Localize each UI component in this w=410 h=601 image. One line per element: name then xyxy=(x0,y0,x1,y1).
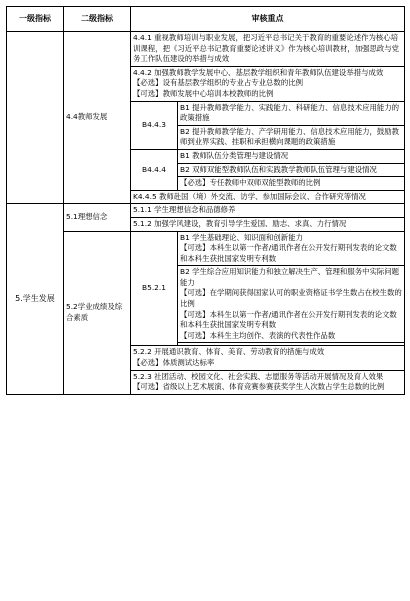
optional-indicator: 【可选】本科生以第一作者/通讯作者在公开发行期刊发表的论文数和本科生获批国家发明专利数 xyxy=(180,309,397,330)
table-row xyxy=(7,231,405,266)
criterion-text: 5.2.3 社团活动、校园文化、社会实践、志愿服务等活动开展情况及育人效果 xyxy=(133,371,384,381)
table-row xyxy=(7,32,405,67)
level1-student-development: 5.学生发展 xyxy=(7,204,64,395)
review-criteria-table xyxy=(6,6,405,395)
code-b4-4-4: B4.4.4 xyxy=(131,149,178,190)
criterion-4-4-1: 4.4.1 重视教师培训与职业发展，把习近平总书记关于教育的重要论述作为核心培训课程，把《习近平总书记教育重要论述讲义》作为核心培训教材，加强思政与党务工作队伍建设的举措与成效 xyxy=(131,32,405,67)
code-b4-4-3: B4.4.3 xyxy=(131,101,178,149)
header-review-focus: 审核重点 xyxy=(131,7,405,32)
criterion-4-4-2 xyxy=(131,66,405,101)
header-row xyxy=(7,7,405,32)
required-indicator: 【必选】体质测试达标率 xyxy=(133,358,215,368)
criterion-5-1-1: 5.1.1 学生理想信念和品德修养 xyxy=(131,204,405,218)
table-row xyxy=(7,204,405,218)
header-level2: 二级指标 xyxy=(64,7,131,32)
criterion-b4-4-3-b2: B2 提升教师教学能力、产学研用能力、信息技术应用能力，鼓励教师到业界实践、挂职和承担横向课题的政策措施 xyxy=(178,125,405,149)
criterion-b5-2-1-b2 xyxy=(178,266,405,343)
optional-indicator: 【可选】在学期间获得国家认可的职业资格证书学生数占在校生数的比例 xyxy=(180,288,402,309)
criterion-5-2-3 xyxy=(131,370,405,394)
optional-indicator: 【可选】本科生以第一作者/通讯作者在公开发行期刊发表的论文数和本科生获批国家发明专利数 xyxy=(180,243,397,263)
header-level1: 一级指标 xyxy=(7,7,64,32)
criterion-b4-4-3-b1: B1 提升教师教学能力、实践能力、科研能力、信息技术应用能力的政策措施 xyxy=(178,101,405,125)
criterion-5-1-2: 5.1.2 加强学风建设，教育引导学生爱国、励志、求真、力行情况 xyxy=(131,217,405,231)
criterion-k4-4-5: K4.4.5 教师赴国（境）外交流、访学、参加国际会议、合作研究等情况 xyxy=(131,190,405,204)
level2-ideals-beliefs: 5.1理想信念 xyxy=(64,204,131,231)
criterion-b5-2-1-b1 xyxy=(178,231,405,266)
required-indicator: 【必选】设有基层教学组织的专业占专业总数的比例 xyxy=(133,78,303,88)
optional-indicator: 【可选】省级以上艺术展演、体育竞赛参赛获奖学生人次数占学生总数的比例 xyxy=(133,382,385,392)
level2-academic-quality: 5.2学业成绩及综合素质 xyxy=(64,231,131,394)
required-indicator: 【必选】专任教师中双师双能型教师的比例 xyxy=(178,177,405,191)
level1-cell-empty xyxy=(7,32,64,204)
criterion-text: 5.2.2 开展通识教育、体育、美育、劳动教育的措施与成效 xyxy=(133,347,325,357)
criterion-5-2-2 xyxy=(131,346,405,370)
criterion-text: B2 学生综合应用知识能力和独立解决生产、管理和服务中实际问题能力 xyxy=(180,267,400,287)
optional-indicator: 【可选】教师发展中心培训本校教师的比例 xyxy=(133,88,274,98)
criterion-text: 4.4.2 加强教师教学发展中心、基层教学组织和青年教师队伍建设举措与成效 xyxy=(133,67,384,77)
code-b5-2-1: B5.2.1 xyxy=(131,231,178,346)
criterion-b4-4-4-b2: B2 双师双能型教师队伍和实践教学教师队伍管理与建设情况 xyxy=(178,163,405,177)
criterion-b4-4-4-b1: B1 教师队伍分类管理与建设情况 xyxy=(178,149,405,163)
criterion-text: B1 学生基础理论、知识面和创新能力 xyxy=(180,232,303,242)
optional-indicator: 【可选】本科生主均创作、表演的代表性作品数 xyxy=(180,330,336,340)
level2-teacher-development: 4.4教师发展 xyxy=(64,32,131,204)
